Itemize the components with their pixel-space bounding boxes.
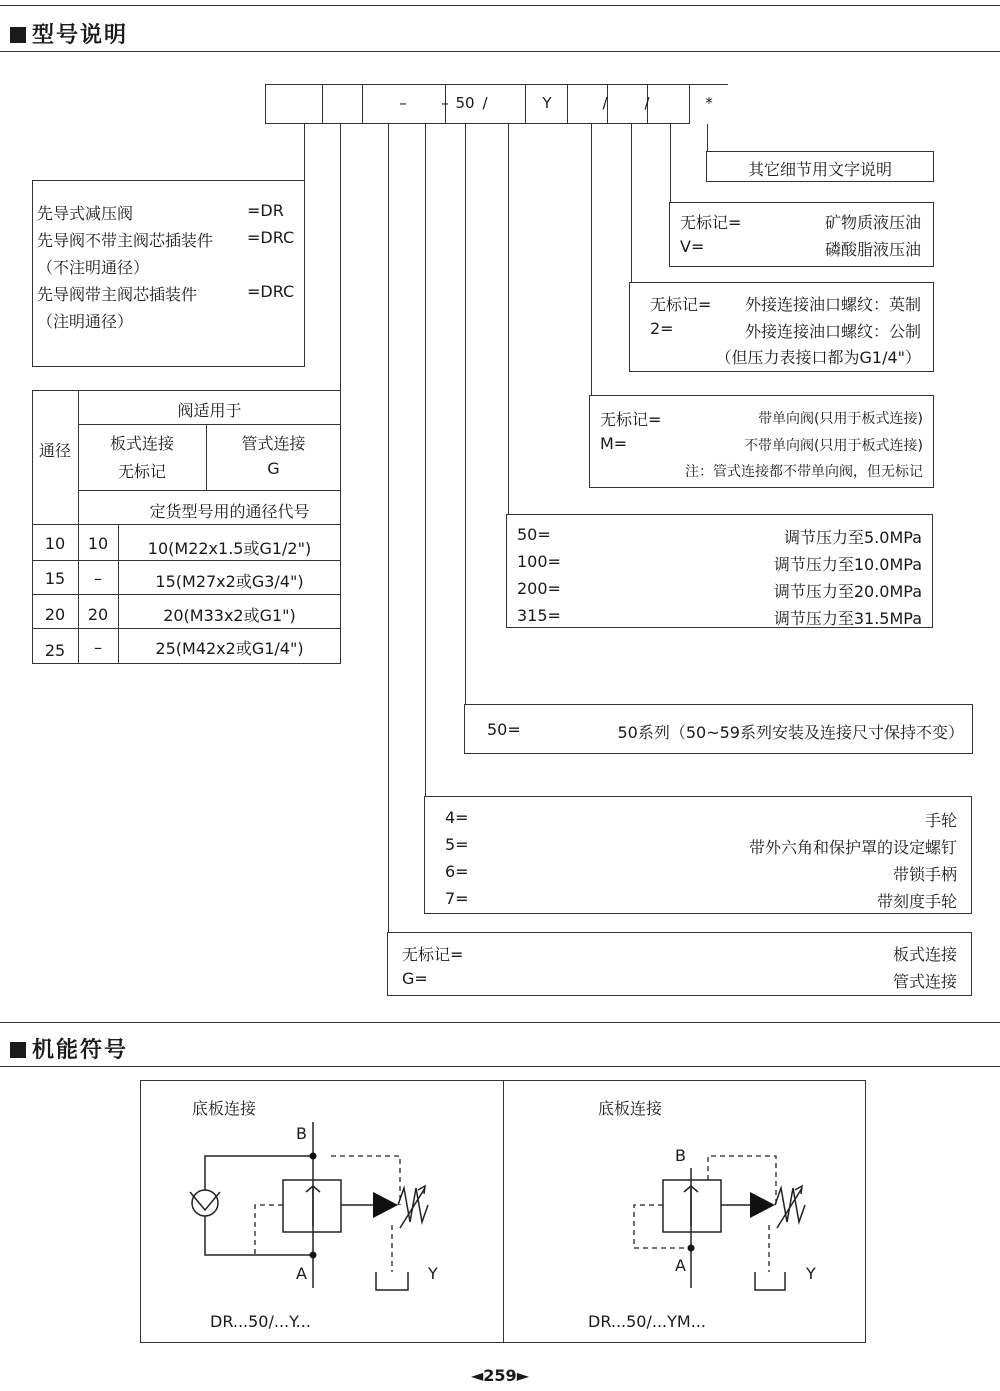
other-details-box (706, 151, 934, 182)
adjust-desc-3: 带刻度手轮 (876, 892, 957, 911)
section2-underline (0, 1066, 1000, 1067)
adjust-code-0: 4= (445, 808, 469, 827)
top-rule (0, 5, 1000, 6)
model-code-bar (265, 84, 728, 124)
valve-type-box (32, 180, 305, 367)
pressure-desc-1: 调节压力至10.0MPa (773, 555, 922, 574)
connection-code-0: 无标记= (402, 945, 464, 964)
size-row-3-size: 25 (44, 641, 66, 660)
pressure-code-2: 200= (517, 579, 561, 598)
adjust-code-3: 7= (445, 889, 469, 908)
pressure-code-3: 315= (517, 606, 561, 625)
type-code-3: =DRC (247, 282, 295, 301)
size-table (32, 390, 341, 664)
symbol-right-port-b: B (675, 1146, 686, 1165)
pressure-code-0: 50= (517, 525, 551, 544)
size-pipe-mark: G (267, 459, 280, 478)
symbol-right-port-y: Y (806, 1264, 816, 1283)
type-name-4: （注明通径） (37, 312, 134, 331)
series-box (464, 704, 973, 754)
thread-desc-1: 外接连接油口螺纹：公制 (744, 322, 921, 341)
section-title-symbols: 机能符号 (10, 1033, 128, 1064)
size-row-3-order: 25(M42x2或G1/4") (155, 639, 304, 658)
thread-desc-0: 外接连接油口螺纹：英制 (744, 295, 921, 314)
size-row-0-plate: 10 (87, 534, 109, 553)
pressure-desc-3: 调节压力至31.5MPa (773, 609, 922, 628)
oil-type-box (669, 202, 934, 267)
code-slash-1: / (482, 94, 488, 112)
thread-box (629, 282, 934, 372)
title-underline (0, 51, 1000, 52)
section2-rule (0, 1022, 1000, 1023)
code-slash-2: / (602, 94, 608, 112)
size-pipe-header: 管式连接 (241, 434, 306, 453)
symbol-right-caption: DR...50/...YM... (588, 1312, 706, 1331)
adjustment-box (424, 796, 972, 914)
oil-desc-0: 矿物质液压油 (824, 213, 921, 232)
type-code-0: =DR (247, 201, 284, 220)
section-title-model: 型号说明 (10, 18, 128, 49)
type-name-0: 先导式减压阀 (37, 204, 134, 223)
check-code-0: 无标记= (600, 410, 662, 429)
symbol-right-port-a: A (675, 1256, 686, 1275)
square-bullet-icon (10, 27, 26, 43)
connection-desc-0: 板式连接 (892, 945, 957, 964)
oil-desc-1: 磷酸脂液压油 (824, 240, 921, 259)
code-y: Y (542, 94, 552, 112)
pressure-desc-2: 调节压力至20.0MPa (773, 582, 922, 601)
thread-code-1: 2= (650, 319, 674, 338)
size-col-header: 通径 (38, 441, 71, 460)
oil-code-1: V= (680, 237, 705, 256)
pressure-box (506, 514, 933, 628)
check-code-1: M= (600, 434, 628, 453)
check-desc-1: 不带单向阀(只用于板式连接) (744, 438, 923, 454)
series-desc: 50系列（50~59系列安装及连接尺寸保持不变） (617, 723, 964, 742)
connection-code-1: G= (402, 969, 428, 988)
check-valve-box (589, 395, 934, 488)
symbol-left-title: 底板连接 (192, 1099, 257, 1118)
size-row-1-size: 15 (44, 569, 66, 588)
code-asterisk: * (705, 94, 713, 112)
type-name-1: 先导阀不带主阀芯插装件 (37, 231, 214, 250)
series-code: 50= (487, 720, 521, 739)
type-code-1: =DRC (247, 228, 295, 247)
check-note: 注：管式连接都不带单向阀，但无标记 (685, 464, 923, 480)
adjust-code-1: 5= (445, 835, 469, 854)
symbol-right-title: 底板连接 (598, 1099, 663, 1118)
thread-code-0: 无标记= (650, 295, 712, 314)
size-row-2-order: 20(M33x2或G1") (163, 606, 296, 625)
size-row-0-size: 10 (44, 534, 66, 553)
page-number: ◄259► (470, 1366, 529, 1385)
adjust-desc-2: 带锁手柄 (892, 865, 957, 884)
symbol-left-caption: DR...50/...Y... (210, 1312, 311, 1331)
adjust-desc-1: 带外六角和保护罩的设定螺钉 (748, 838, 957, 857)
code-dash-2: – (441, 94, 449, 112)
size-row-3-plate: – (94, 638, 102, 657)
type-name-2: （不注明通径） (37, 258, 150, 277)
other-details-label: 其它细节用文字说明 (747, 160, 892, 179)
pressure-code-1: 100= (517, 552, 561, 571)
oil-code-0: 无标记= (680, 213, 742, 232)
size-row-1-order: 15(M27x2或G3/4") (155, 572, 304, 591)
size-row-0-order: 10(M22x1.5或G1/2") (147, 539, 312, 558)
size-order-header: 定货型号用的通径代号 (149, 502, 310, 521)
connection-box (387, 932, 972, 996)
size-plate-mark: 无标记 (117, 462, 166, 481)
size-row-1-plate: – (94, 569, 102, 588)
symbol-left-diagram (140, 1110, 503, 1300)
size-plate-header: 板式连接 (109, 434, 174, 453)
symbol-left-port-y: Y (428, 1264, 438, 1283)
size-row-2-size: 20 (44, 605, 66, 624)
size-applicable-header: 阀适用于 (177, 401, 242, 420)
check-desc-0: 带单向阀(只用于板式连接) (758, 411, 923, 427)
type-name-3: 先导阀带主阀芯插装件 (37, 285, 198, 304)
symbol-left-port-b: B (296, 1124, 307, 1143)
pressure-desc-0: 调节压力至5.0MPa (784, 528, 922, 547)
code-slash-3: / (644, 94, 650, 112)
connection-desc-1: 管式连接 (892, 972, 957, 991)
square-bullet-icon (10, 1042, 26, 1058)
code-dash-1: – (399, 94, 407, 112)
size-row-2-plate: 20 (87, 605, 109, 624)
thread-note: （但压力表接口都为G1/4"） (715, 348, 921, 367)
code-series: 50 (455, 94, 475, 112)
adjust-code-2: 6= (445, 862, 469, 881)
adjust-desc-0: 手轮 (924, 811, 957, 830)
symbol-left-port-a: A (296, 1264, 307, 1283)
